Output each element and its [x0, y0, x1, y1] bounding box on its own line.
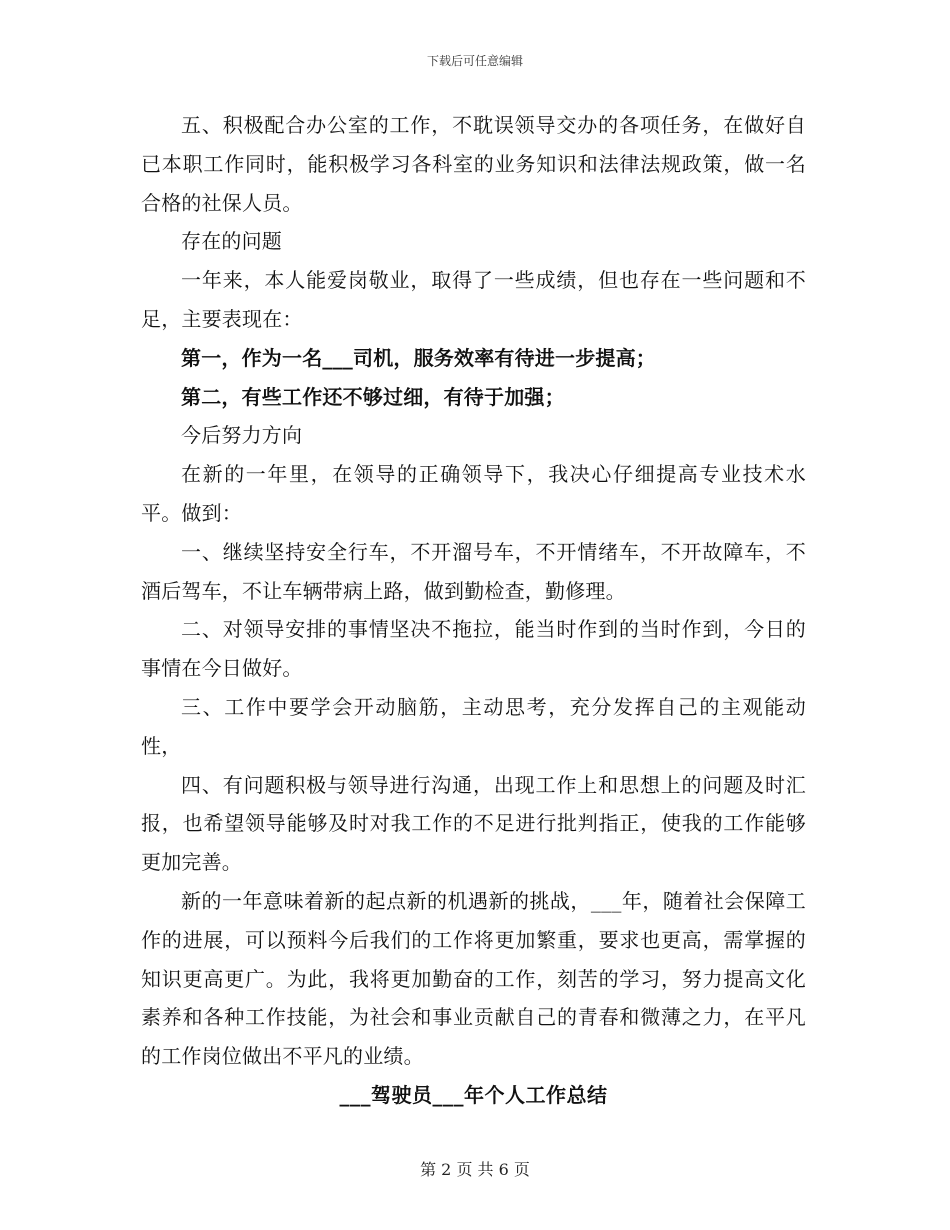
- page-header: 下载后可任意编辑: [426, 54, 523, 68]
- document-title: ___驾驶员___年个人工作总结: [339, 1082, 608, 1107]
- direction-item-two: 二、对领导安排的事情坚决不拖拉，能当时作到的当时作到，今日的事情在今日做好。: [141, 617, 806, 681]
- document-body: [141, 106, 806, 1115]
- section-heading-problems: 存在的问题: [181, 229, 282, 254]
- direction-item-four: 四、有问题积极与领导进行沟通，出现工作上和思想上的问题及时汇报，也希望领导能够及时对我工作的不足进行批判指正，使我的工作能够更加完善。: [141, 772, 806, 875]
- direction-item-one: 一、继续坚持安全行车，不开溜号车，不开情绪车，不开故障车，不酒后驾车，不让车辆带病上路，做到勤检查，勤修理。: [141, 539, 806, 603]
- page-footer: 第 2 页 共 6 页: [420, 1160, 530, 1179]
- section-heading-direction: 今后努力方向: [181, 423, 303, 448]
- paragraph-closing: 新的一年意味着新的起点新的机遇新的挑战，___年，随着社会保障工作的进展，可以预料今后我们的工作将更加繁重，要求也更高，需掌握的知识更高更广。为此，我将更加勤奋的工作，刻苦的学习，努力提高文化素养和各种工作技能，为社会和事业贡献自己的青春和微薄之力，在平凡的工作岗位做出不平凡的业绩。: [141, 888, 806, 1069]
- paragraph-problems-intro: 一年来，本人能爱岗敬业，取得了一些成绩，但也存在一些问题和不足，主要表现在：: [141, 268, 806, 331]
- problem-first: 第一，作为一名___司机，服务效率有待进一步提高；: [181, 345, 656, 370]
- problem-second: 第二，有些工作还不够过细，有待于加强；: [181, 384, 565, 409]
- direction-item-three: 三、工作中要学会开动脑筋，主动思考，充分发挥自己的主观能动性，: [141, 694, 806, 758]
- paragraph-direction-intro: 在新的一年里，在领导的正确领导下，我决心仔细提高专业技术水平。做到：: [141, 462, 806, 525]
- paragraph-item-five: 五、积极配合办公室的工作，不耽误领导交办的各项任务，在做好自已本职工作同时，能积极学习各科室的业务知识和法律法规政策，做一名合格的社保人员。: [141, 113, 806, 215]
